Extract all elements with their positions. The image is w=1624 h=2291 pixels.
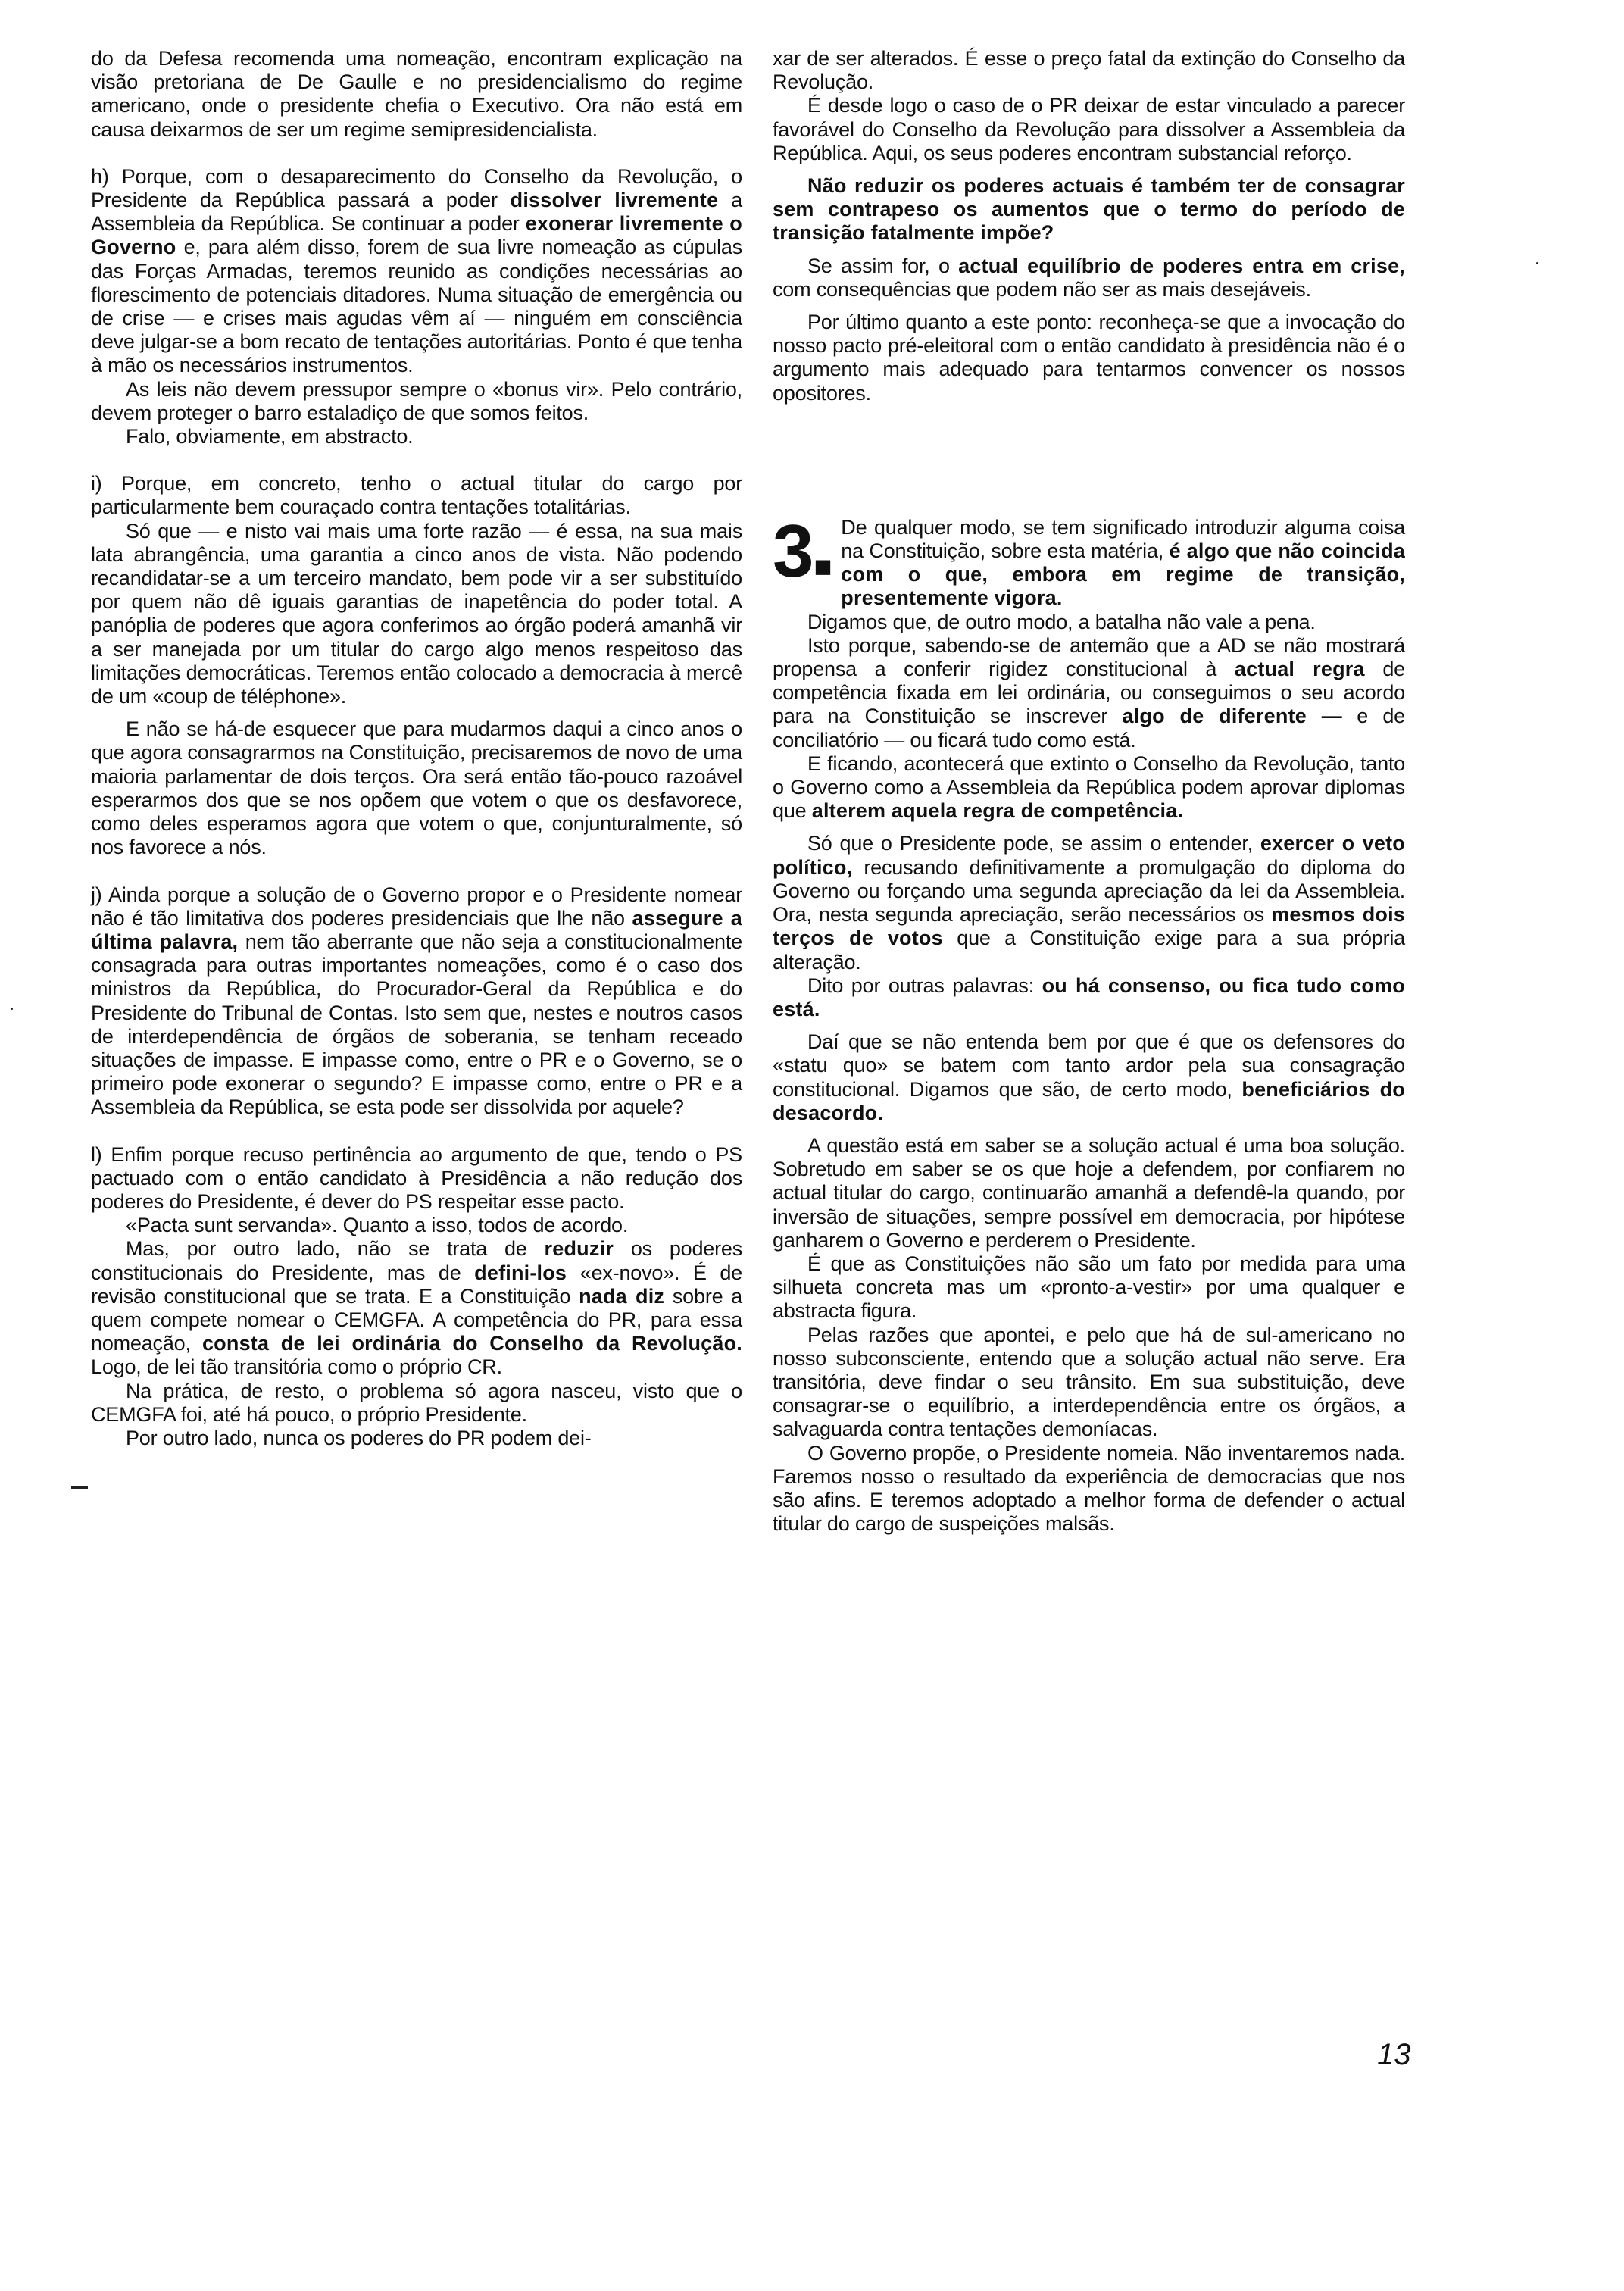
paragraph: Pelas razões que apontei, e pelo que há de sul-americano no nosso subconsciente, entendo que a solução actual não serve. Era transitória, deve findar o seu trânsito. Em sua substituição, deve consagrar-se o equilíbrio, a interdependência entre os órgãos, a salvaguarda contra tentações demoníacas. bbox=[773, 1323, 1405, 1441]
paragraph: E não se há-de esquecer que para mudarmos daqui a cinco anos o que agora consagrarmos na Constituição, precisaremos de novo de uma maioria parlamentar de dois terços. Ora será então tão-pouco razoável esperarmos dos que se nos opõem que votem o que os desfavorece, como deles esperamos agora que votem o que, conjunturalmente, só nos favorece a nós. bbox=[91, 717, 742, 859]
paragraph: Por outro lado, nunca os poderes do PR podem dei- bbox=[126, 1426, 592, 1449]
bold-text: beneficiários do desacordo. bbox=[773, 1077, 1406, 1124]
paragraph: Digamos que, de outro modo, a batalha não vale a pena. bbox=[807, 610, 1316, 633]
bold-text: exercer o veto político, bbox=[773, 832, 1405, 879]
paragraph: Se assim for, o actual equilíbrio de poderes entra em crise, com consequências que podem não ser as mais desejáveis. bbox=[773, 254, 1405, 301]
right-column bbox=[773, 47, 1405, 1536]
bold-text: nada diz bbox=[579, 1284, 665, 1308]
paragraph-l: l) Enfim porque recuso pertinência ao argumento de que, tendo o PS pactuado com o então candidato à Presidência a não redução dos poderes do Presidente, é dever do PS respeitar esse pacto. bbox=[91, 1142, 742, 1213]
section-lead: 3■ De qualquer modo, se tem significado introduzir alguma coisa na Constituição, sobre esta matéria, é algo que não coincida com o que, embora em regime de transição, presentemente vigora. bbox=[773, 508, 1405, 610]
page-number: 13 bbox=[1377, 2038, 1411, 2071]
paragraph-h: h) Porque, com o desaparecimento do Conselho da Revolução, o Presidente da República passará a poder dissolver livremente a Assembleia da República. Se continuar a poder exonerar livremente o Governo e, para além disso, forem de sua livre nomeação as cúpulas das Forças Armadas, teremos reunido as condições necessárias ao florescimento de potenciais ditadores. Numa situação de emergência ou de crise — e crises mais agudas vêm aí — ninguém em consciência deve julgar-se a bom recato de tentações autoritárias. Ponto é que tenha à mão os necessários instrumentos. bbox=[91, 164, 742, 377]
paragraph: «Pacta sunt servanda». Quanto a isso, todos de acordo. bbox=[126, 1214, 629, 1237]
paragraph: Dito por outras palavras: ou há consenso, ou fica tudo como está. bbox=[773, 974, 1405, 1020]
paragraph: Falo, obviamente, em abstracto. bbox=[126, 425, 414, 449]
paragraph: do da Defesa recomenda uma nomeação, encontram explicação na visão pretoriana de De Gaulle e no presidencialismo do regime americano, onde o presidente chefia o Executivo. Ora não está em causa deixarmos de ser um regime semipresidencialista. bbox=[91, 47, 742, 141]
bold-text: consta de lei ordinária do Conselho da Revolução. bbox=[201, 1332, 742, 1355]
paragraph: Isto porque, sabendo-se de antemão que a AD se não mostrará propensa a conferir rigidez constitucional à actual regra de competência fixada em lei ordinária, ou conseguimos o seu acordo para na Constituição se inscrever algo de diferente — e de conciliatório — ou ficará tudo como está. bbox=[773, 633, 1406, 752]
paragraph: Só que o Presidente pode, se assim o entender, exercer o veto político, recusando definitivamente a promulgação do diploma do Governo ou forçando uma segunda apreciação da lei da Assembleia. Ora, nesta segunda apreciação, serão necessários os mesmos dois terços de votos que a Constituição exige para a sua própria alteração. bbox=[773, 832, 1405, 974]
bold-text: mesmos dois terços de votos bbox=[773, 903, 1405, 950]
paragraph: Mas, por outro lado, não se trata de reduzir os poderes constitucionais do Presidente, mas de defini-los «ex-novo». É de revisão constitucional que se trata. E a Constituição nada diz sobre a quem compete nomear o CEMGFA. A competência do PR, para essa nomeação, consta de lei ordinária do Conselho da Revolução. Logo, de lei tão transitória como o próprio CR. bbox=[91, 1237, 742, 1379]
bold-paragraph: Não reduzir os poderes actuais é também ter de consagrar sem contrapeso os aumentos que o termo do período de transição fatalmente impõe? bbox=[773, 174, 1405, 245]
paragraph: É que as Constituições não são um fato por medida para uma silhueta concreta mas um «pronto-a-vestir» por uma qualquer e abstracta figura. bbox=[773, 1252, 1405, 1323]
bold-text: é algo que não coincida com o que, embora em regime de transição, presentemente vigora. bbox=[841, 539, 1405, 610]
bold-text: alterem aquela regra de competência. bbox=[811, 799, 1184, 823]
paragraph: E ficando, acontecerá que extinto o Conselho da Revolução, tanto o Governo como a Assembleia da República podem aprovar diplomas que alterem aquela regra de competência. bbox=[773, 752, 1405, 823]
paragraph: A questão está em saber se a solução actual é uma boa solução. Sobretudo em saber se os que hoje a defendem, por confiarem no actual titular do cargo, continuarão amanhã a defendê-la quando, por inversão de situações, sempre possível em democracia, por hipótese ganharem o Governo e perderem o Presidente. bbox=[773, 1133, 1405, 1252]
paragraph: Por último quanto a este ponto: reconheça-se que a invocação do nosso pacto pré-eleitoral com o então candidato à presidência não é o argumento mais adequado para tentarmos convencer os nossos opositores. bbox=[773, 311, 1405, 405]
bold-text: exonerar livremente o Governo bbox=[91, 212, 742, 259]
margin-mark bbox=[71, 1486, 88, 1489]
bold-text: defini-los bbox=[474, 1261, 567, 1284]
paragraph: Na prática, de resto, o problema só agora nasceu, visto que o CEMGFA foi, até há pouco, o próprio Presidente. bbox=[91, 1379, 742, 1426]
paragraph-j: j) Ainda porque a solução de o Governo propor e o Presidente nomear não é tão limitativa dos poderes presidenciais que lhe não assegure a última palavra, nem tão aberrante que não seja a constitucionalmente consagrada para outras importantes nomeações, como é o caso dos ministros da República, do Procurador-Geral da República e do Presidente do Tribunal de Contas. Isto sem que, nestes e noutros casos de interdependência de órgãos de soberania, se tenham receado situações de impasse. E impasse como, entre o PR e o Governo, se o primeiro pode exonerar o segundo? E impasse como, entre o PR e a Assembleia da República, se esta pode ser dissolvida por aquele? bbox=[91, 883, 742, 1119]
section-3 bbox=[773, 508, 1405, 611]
bold-text: algo de diferente — bbox=[1122, 705, 1342, 728]
paragraph: xar de ser alterados. É esse o preço fatal da extinção do Conselho da Revolução. bbox=[773, 47, 1405, 94]
margin-speck bbox=[11, 1008, 13, 1010]
bold-text: assegure a última palavra, bbox=[91, 906, 742, 953]
margin-speck bbox=[1536, 262, 1538, 264]
paragraph: Só que — e nisto vai mais uma forte razão — é essa, na sua mais lata abrangência, uma garantia a cinco anos de vista. Não podendo recandidatar-se a um terceiro mandato, bem pode vir a ser substituído por quem não dê iguais garantias de inapetência do poder total. A panóplia de poderes que agora conferimos ao órgão poderá amanhã vir a ser manejada por um titular do cargo algo menos respeitoso das limitações democráticas. Teremos então colocado a democracia à mercê de um «coup de téléphone». bbox=[91, 519, 742, 708]
bold-text: actual equilíbrio de poderes entra em crise, bbox=[958, 254, 1405, 277]
bold-text: ou há consenso, ou fica tudo como está. bbox=[773, 974, 1405, 1020]
paragraph: É desde logo o caso de o PR deixar de estar vinculado a parecer favorável do Conselho da Revolução para dissolver a Assembleia da República. Aqui, os seus poderes encontram substancial reforço. bbox=[773, 94, 1405, 164]
paragraph-i: i) Porque, em concreto, tenho o actual titular do cargo por particularmente bem couraçado contra tentações totalitárias. bbox=[91, 472, 742, 519]
bold-text: reduzir bbox=[544, 1237, 614, 1261]
paragraph: Daí que se não entenda bem por que é que os defensores do «statu quo» se batem com tanto ardor pela sua consagração constitucional. Digamos que são, de certo modo, beneficiários do desacordo. bbox=[773, 1030, 1406, 1124]
bold-text: actual regra bbox=[1234, 658, 1365, 681]
paragraph: As leis não devem pressupor sempre o «bonus vir». Pelo contrário, devem proteger o barro estaladiço de que somos feitos. bbox=[91, 377, 742, 424]
left-column bbox=[91, 47, 742, 1450]
section-number: 3■ bbox=[773, 508, 832, 592]
paragraph: O Governo propõe, o Presidente nomeia. Não inventaremos nada. Faremos nosso o resultado da experiência de democracias que nos são afins. E teremos adoptado a melhor forma de defender o actual titular do cargo de suspeições malsãs. bbox=[773, 1441, 1405, 1536]
bold-text: dissolver livremente bbox=[510, 189, 719, 212]
